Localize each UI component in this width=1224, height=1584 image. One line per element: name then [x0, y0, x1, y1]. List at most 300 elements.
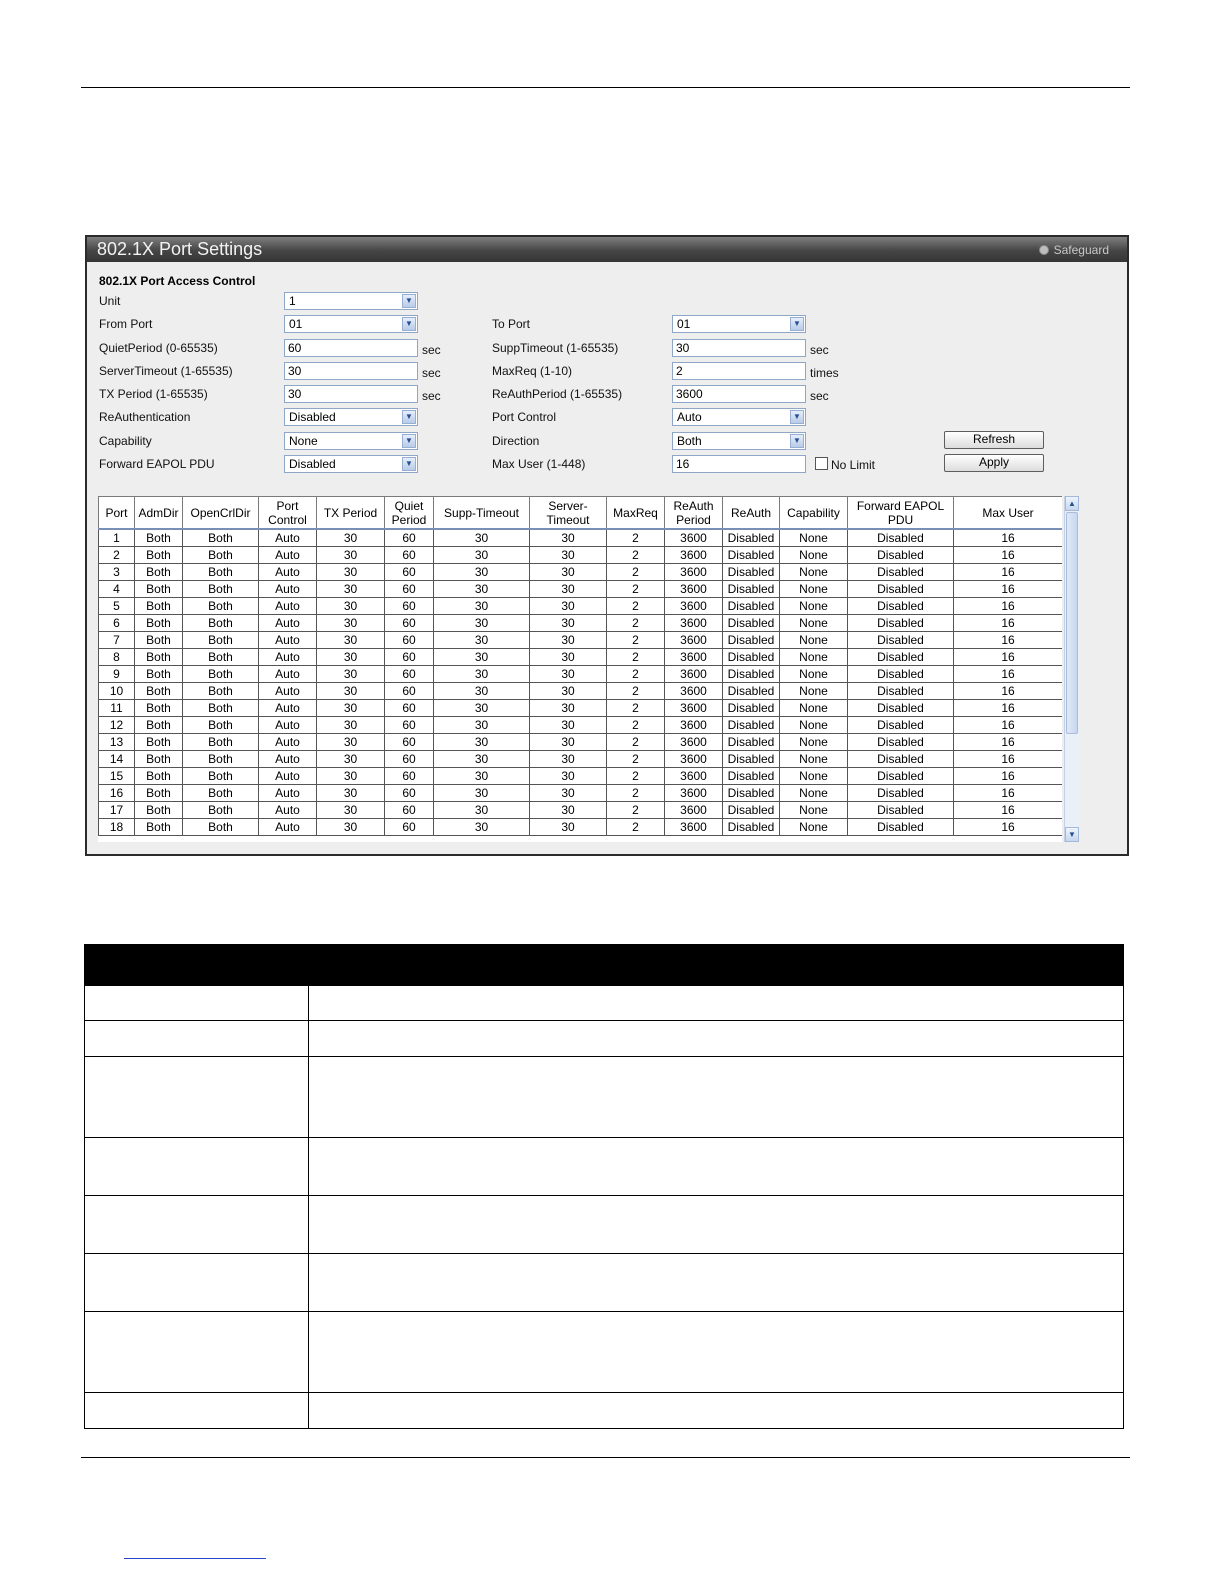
capability-label: Capability: [99, 434, 152, 448]
table-cell: Disabled: [723, 632, 780, 649]
table-cell: 30: [434, 649, 530, 666]
table-cell: 30: [434, 683, 530, 700]
table-cell: 30: [317, 819, 385, 836]
table-cell: None: [780, 632, 848, 649]
table-cell: Disabled: [723, 581, 780, 598]
supp-timeout-input[interactable]: 30: [672, 339, 806, 357]
table-cell: 60: [385, 547, 434, 564]
table-cell: Auto: [259, 649, 317, 666]
table-cell: Both: [135, 547, 183, 564]
table-cell: 30: [530, 666, 607, 683]
table-cell: 1: [99, 529, 135, 547]
scrollbar-thumb[interactable]: [1066, 512, 1078, 734]
table-cell: 60: [385, 615, 434, 632]
scroll-up-icon[interactable]: ▲: [1065, 496, 1079, 511]
table-cell: 2: [607, 547, 665, 564]
description-text-cell: [309, 1057, 1123, 1137]
table-cell: 3600: [665, 632, 723, 649]
table-cell: 16: [954, 819, 1063, 836]
table-cell: 3600: [665, 785, 723, 802]
table-cell: Both: [135, 649, 183, 666]
table-cell: 30: [530, 751, 607, 768]
table-cell: Disabled: [723, 598, 780, 615]
description-param-cell: [85, 1196, 309, 1253]
description-text-cell: [309, 1312, 1123, 1392]
table-cell: 3600: [665, 819, 723, 836]
table-cell: 16: [954, 700, 1063, 717]
table-cell: 30: [317, 700, 385, 717]
table-cell: Both: [135, 632, 183, 649]
description-text-cell: [309, 986, 1123, 1020]
scroll-down-icon[interactable]: ▼: [1065, 827, 1079, 842]
table-cell: Disabled: [848, 768, 954, 785]
table-cell: 2: [607, 717, 665, 734]
column-header: TX Period: [317, 497, 385, 530]
table-cell: 60: [385, 734, 434, 751]
column-header: ReAuth Period: [665, 497, 723, 530]
table-cell: 16: [954, 768, 1063, 785]
table-cell: Both: [183, 768, 259, 785]
table-cell: 60: [385, 700, 434, 717]
table-cell: 30: [530, 598, 607, 615]
description-param-cell: [85, 1138, 309, 1195]
table-cell: 60: [385, 564, 434, 581]
table-cell: 30: [434, 802, 530, 819]
table-cell: Disabled: [723, 734, 780, 751]
table-cell: 16: [954, 598, 1063, 615]
description-row: [84, 1138, 1124, 1196]
column-header: AdmDir: [135, 497, 183, 530]
max-user-input[interactable]: 16: [672, 455, 806, 473]
table-cell: Both: [183, 564, 259, 581]
table-cell: 60: [385, 581, 434, 598]
table-row: [99, 819, 1063, 836]
table-cell: 3600: [665, 717, 723, 734]
description-text-cell: [309, 1138, 1123, 1195]
table-cell: Disabled: [723, 547, 780, 564]
table-cell: 15: [99, 768, 135, 785]
table-cell: Both: [135, 819, 183, 836]
column-header: Server-Timeout: [530, 497, 607, 530]
description-table-header: [84, 944, 1124, 986]
capability-select[interactable]: [284, 432, 418, 450]
table-cell: None: [780, 666, 848, 683]
unit-label: Unit: [99, 294, 121, 308]
table-cell: Disabled: [848, 615, 954, 632]
table-cell: Both: [135, 666, 183, 683]
table-cell: 30: [317, 768, 385, 785]
table-cell: Auto: [259, 547, 317, 564]
description-table: [84, 944, 1124, 1429]
table-cell: Auto: [259, 717, 317, 734]
table-cell: Auto: [259, 819, 317, 836]
footer-rule: [81, 1457, 1130, 1458]
table-cell: 30: [317, 717, 385, 734]
table-cell: Auto: [259, 529, 317, 547]
table-cell: 30: [434, 598, 530, 615]
no-limit-label: No Limit: [831, 458, 876, 472]
table-cell: 3600: [665, 598, 723, 615]
description-text-cell: [309, 1021, 1123, 1056]
table-cell: Auto: [259, 734, 317, 751]
table-cell: Disabled: [723, 785, 780, 802]
table-cell: Disabled: [723, 751, 780, 768]
max-req-unit: times: [810, 366, 839, 380]
panel-header: [87, 237, 1127, 262]
direction-select[interactable]: [672, 432, 806, 450]
table-cell: Both: [135, 751, 183, 768]
quiet-period-input[interactable]: 60: [284, 339, 418, 357]
table-cell: 2: [99, 547, 135, 564]
port-table: [98, 496, 1062, 836]
reauthentication-label: ReAuthentication: [99, 410, 191, 424]
table-cell: Disabled: [723, 819, 780, 836]
table-cell: 8: [99, 649, 135, 666]
table-cell: 17: [99, 802, 135, 819]
column-header: Max User: [954, 497, 1063, 530]
tx-period-label: TX Period (1-65535): [99, 387, 208, 401]
table-cell: 2: [607, 649, 665, 666]
table-cell: 30: [434, 700, 530, 717]
table-cell: Disabled: [848, 751, 954, 768]
table-cell: None: [780, 802, 848, 819]
header-rule: [81, 87, 1130, 88]
table-cell: None: [780, 649, 848, 666]
table-cell: 30: [317, 751, 385, 768]
table-cell: 16: [954, 649, 1063, 666]
table-cell: 16: [954, 666, 1063, 683]
apply-button[interactable]: Apply: [944, 454, 1044, 472]
unit-select[interactable]: [284, 292, 418, 310]
table-cell: 3600: [665, 802, 723, 819]
table-cell: 2: [607, 564, 665, 581]
table-row: [99, 768, 1063, 785]
table-cell: None: [780, 683, 848, 700]
table-cell: Both: [135, 598, 183, 615]
description-param-cell: [85, 1393, 309, 1428]
table-cell: Disabled: [848, 802, 954, 819]
table-cell: 60: [385, 819, 434, 836]
reauthentication-select[interactable]: [284, 408, 418, 426]
table-row: [99, 700, 1063, 717]
table-cell: 16: [954, 802, 1063, 819]
table-cell: None: [780, 768, 848, 785]
table-cell: Disabled: [848, 666, 954, 683]
table-cell: None: [780, 598, 848, 615]
table-cell: 2: [607, 700, 665, 717]
table-cell: None: [780, 785, 848, 802]
table-cell: 30: [317, 632, 385, 649]
table-cell: 30: [434, 564, 530, 581]
table-cell: 30: [530, 802, 607, 819]
table-cell: 3600: [665, 666, 723, 683]
port-settings-panel: [85, 235, 1129, 856]
table-cell: 60: [385, 785, 434, 802]
unit-value: 1: [289, 294, 296, 308]
tx-period-input[interactable]: 30: [284, 385, 418, 403]
table-cell: Both: [183, 819, 259, 836]
table-cell: 30: [434, 751, 530, 768]
table-cell: 18: [99, 819, 135, 836]
server-timeout-input[interactable]: 30: [284, 362, 418, 380]
table-cell: 30: [530, 734, 607, 751]
table-cell: 30: [530, 529, 607, 547]
table-cell: Both: [135, 529, 183, 547]
table-cell: 60: [385, 649, 434, 666]
table-cell: Both: [183, 683, 259, 700]
table-cell: 5: [99, 598, 135, 615]
table-cell: Both: [135, 615, 183, 632]
description-row: [84, 1393, 1124, 1429]
table-cell: Both: [183, 581, 259, 598]
table-cell: 60: [385, 768, 434, 785]
table-cell: 13: [99, 734, 135, 751]
chevron-down-icon: ▼: [402, 457, 416, 471]
table-cell: Both: [183, 751, 259, 768]
no-limit-checkbox[interactable]: [815, 457, 828, 470]
table-header-row: [99, 497, 1063, 530]
table-cell: Disabled: [723, 615, 780, 632]
max-user-label: Max User (1-448): [492, 457, 586, 471]
table-cell: Both: [135, 734, 183, 751]
table-cell: Both: [183, 598, 259, 615]
chevron-down-icon: ▼: [402, 434, 416, 448]
table-cell: 16: [954, 564, 1063, 581]
chevron-down-icon: ▼: [402, 317, 416, 331]
chevron-down-icon: ▼: [402, 294, 416, 308]
table-cell: None: [780, 717, 848, 734]
table-cell: 30: [434, 632, 530, 649]
table-cell: 30: [317, 615, 385, 632]
capability-value: None: [289, 434, 318, 448]
table-cell: Disabled: [848, 819, 954, 836]
table-row: [99, 615, 1063, 632]
table-cell: 16: [954, 529, 1063, 547]
table-cell: 30: [530, 785, 607, 802]
table-cell: 3600: [665, 700, 723, 717]
table-cell: 30: [317, 802, 385, 819]
table-cell: 10: [99, 683, 135, 700]
quiet-period-label: QuietPeriod (0-65535): [99, 341, 218, 355]
table-cell: Auto: [259, 632, 317, 649]
safeguard-indicator: [1039, 243, 1109, 257]
chevron-down-icon: ▼: [790, 317, 804, 331]
table-row: [99, 666, 1063, 683]
table-cell: None: [780, 819, 848, 836]
table-cell: 30: [434, 615, 530, 632]
table-cell: 3600: [665, 734, 723, 751]
column-header: Port Control: [259, 497, 317, 530]
table-cell: Both: [183, 785, 259, 802]
table-cell: 2: [607, 785, 665, 802]
table-cell: 2: [607, 751, 665, 768]
table-cell: 30: [317, 581, 385, 598]
table-cell: Both: [135, 581, 183, 598]
table-cell: 30: [317, 734, 385, 751]
table-cell: Both: [183, 802, 259, 819]
table-row: [99, 564, 1063, 581]
table-cell: Auto: [259, 700, 317, 717]
server-timeout-label: ServerTimeout (1-65535): [99, 364, 233, 378]
supp-timeout-unit: sec: [810, 343, 829, 357]
max-req-input[interactable]: 2: [672, 362, 806, 380]
table-cell: 30: [530, 700, 607, 717]
reauth-period-unit: sec: [810, 389, 829, 403]
table-cell: 60: [385, 717, 434, 734]
table-cell: Both: [135, 785, 183, 802]
table-cell: 30: [434, 717, 530, 734]
table-cell: Disabled: [848, 581, 954, 598]
tx-period-unit: sec: [422, 389, 441, 403]
table-cell: Both: [183, 632, 259, 649]
table-cell: 2: [607, 819, 665, 836]
column-header: Capability: [780, 497, 848, 530]
description-param-cell: [85, 1254, 309, 1311]
table-cell: 30: [317, 529, 385, 547]
table-cell: 14: [99, 751, 135, 768]
table-cell: Both: [135, 700, 183, 717]
table-cell: Disabled: [848, 785, 954, 802]
table-cell: 7: [99, 632, 135, 649]
table-cell: 16: [954, 581, 1063, 598]
table-row: [99, 751, 1063, 768]
table-cell: Auto: [259, 751, 317, 768]
description-row: [84, 1254, 1124, 1312]
table-cell: Disabled: [723, 768, 780, 785]
chevron-down-icon: ▼: [402, 410, 416, 424]
table-row: [99, 734, 1063, 751]
chevron-down-icon: ▼: [790, 434, 804, 448]
table-cell: 30: [530, 581, 607, 598]
table-row: [99, 683, 1063, 700]
table-cell: 30: [317, 547, 385, 564]
table-cell: None: [780, 529, 848, 547]
table-cell: Auto: [259, 615, 317, 632]
server-timeout-unit: sec: [422, 366, 441, 380]
table-cell: 30: [530, 564, 607, 581]
forward-eapol-value: Disabled: [289, 457, 336, 471]
table-cell: Both: [183, 734, 259, 751]
safeguard-icon: [1039, 245, 1049, 255]
description-text-cell: [309, 1393, 1123, 1428]
table-cell: 2: [607, 598, 665, 615]
port-table-container: [98, 496, 1062, 842]
table-cell: Disabled: [723, 529, 780, 547]
table-row: [99, 581, 1063, 598]
table-cell: Disabled: [723, 802, 780, 819]
description-row: [84, 1057, 1124, 1138]
table-cell: None: [780, 615, 848, 632]
from-port-select[interactable]: [284, 315, 418, 333]
reauth-period-input[interactable]: 3600: [672, 385, 806, 403]
table-cell: Auto: [259, 564, 317, 581]
table-cell: 30: [317, 666, 385, 683]
table-cell: Disabled: [723, 666, 780, 683]
column-header: Quiet Period: [385, 497, 434, 530]
table-cell: Disabled: [848, 649, 954, 666]
to-port-value: 01: [677, 317, 691, 331]
table-cell: Disabled: [848, 547, 954, 564]
column-header: Supp-Timeout: [434, 497, 530, 530]
description-param-cell: [85, 986, 309, 1020]
table-cell: 30: [530, 547, 607, 564]
table-cell: Disabled: [848, 529, 954, 547]
table-cell: Disabled: [723, 683, 780, 700]
table-cell: 6: [99, 615, 135, 632]
table-scrollbar[interactable]: [1064, 496, 1079, 842]
port-control-select[interactable]: [672, 408, 806, 426]
table-cell: Disabled: [848, 683, 954, 700]
table-cell: Auto: [259, 598, 317, 615]
table-cell: 30: [530, 632, 607, 649]
forward-eapol-select[interactable]: [284, 455, 418, 473]
table-cell: 30: [530, 615, 607, 632]
table-cell: 30: [317, 598, 385, 615]
direction-label: Direction: [492, 434, 540, 448]
table-cell: Both: [183, 529, 259, 547]
section-title: 802.1X Port Access Control: [99, 274, 256, 288]
description-text-cell: [309, 1254, 1123, 1311]
table-cell: Disabled: [723, 717, 780, 734]
table-cell: 30: [434, 819, 530, 836]
table-cell: 2: [607, 802, 665, 819]
table-cell: 30: [434, 547, 530, 564]
table-cell: Both: [135, 768, 183, 785]
chevron-down-icon: ▼: [790, 410, 804, 424]
panel-title: 802.1X Port Settings: [97, 239, 263, 259]
table-row: [99, 717, 1063, 734]
table-cell: Disabled: [723, 649, 780, 666]
table-cell: 2: [607, 768, 665, 785]
table-cell: 60: [385, 751, 434, 768]
table-cell: 3: [99, 564, 135, 581]
table-cell: Disabled: [848, 632, 954, 649]
table-cell: 30: [317, 649, 385, 666]
table-cell: 16: [954, 547, 1063, 564]
from-port-value: 01: [289, 317, 303, 331]
table-cell: 3600: [665, 547, 723, 564]
table-cell: 16: [954, 615, 1063, 632]
table-cell: 2: [607, 615, 665, 632]
forward-eapol-label: Forward EAPOL PDU: [99, 457, 215, 471]
table-cell: Both: [135, 802, 183, 819]
refresh-button[interactable]: Refresh: [944, 431, 1044, 449]
table-cell: Disabled: [848, 598, 954, 615]
table-cell: 3600: [665, 529, 723, 547]
table-cell: 16: [954, 632, 1063, 649]
table-cell: 30: [317, 785, 385, 802]
table-cell: None: [780, 581, 848, 598]
table-cell: 2: [607, 529, 665, 547]
table-cell: 12: [99, 717, 135, 734]
table-cell: None: [780, 700, 848, 717]
table-cell: Auto: [259, 802, 317, 819]
table-cell: Both: [135, 717, 183, 734]
table-cell: 30: [317, 683, 385, 700]
table-row: [99, 598, 1063, 615]
to-port-select[interactable]: [672, 315, 806, 333]
table-row: [99, 785, 1063, 802]
table-cell: Disabled: [848, 700, 954, 717]
table-row: [99, 802, 1063, 819]
reauth-period-label: ReAuthPeriod (1-65535): [492, 387, 623, 401]
table-body: [99, 529, 1063, 836]
table-cell: 16: [99, 785, 135, 802]
table-cell: 30: [434, 581, 530, 598]
safeguard-label: Safeguard: [1053, 243, 1109, 257]
table-cell: 16: [954, 785, 1063, 802]
table-cell: 30: [530, 683, 607, 700]
